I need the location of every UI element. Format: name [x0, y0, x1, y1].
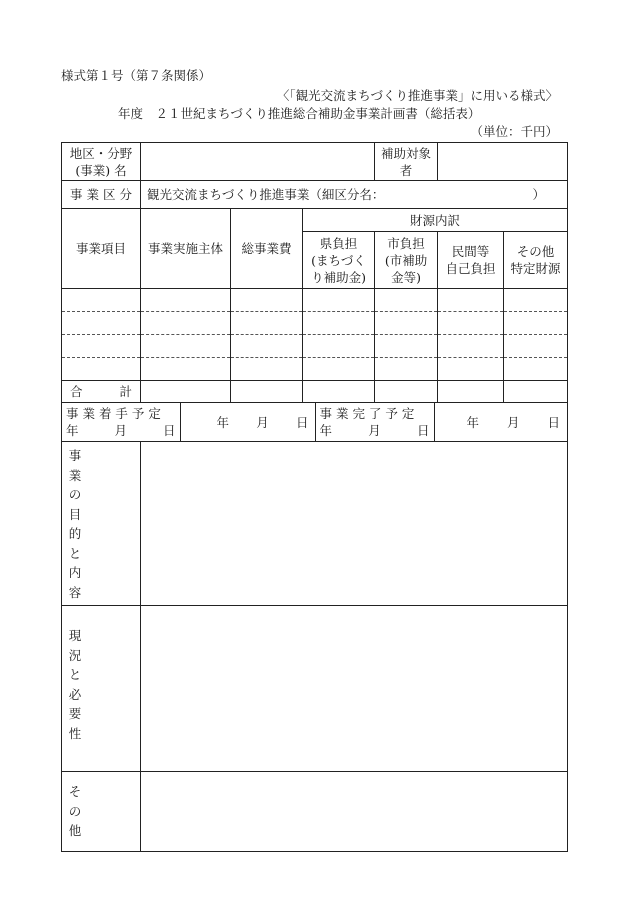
- header-city-share: 市負担 (市補助 金等): [375, 232, 438, 289]
- necessity-field[interactable]: [141, 606, 568, 772]
- other-vertical-text: [62, 782, 88, 841]
- category-field[interactable]: [141, 181, 568, 209]
- necessity-label-char: と: [68, 667, 82, 682]
- table-row: [62, 358, 568, 381]
- purpose-label-char: の: [68, 487, 82, 502]
- header-item: 事業項目: [62, 209, 141, 289]
- purpose-label-char: 的: [68, 526, 82, 541]
- end-date-label: 事 業 完 了 予 定 年 月 日: [315, 403, 434, 441]
- other-label-char: 他: [68, 823, 82, 839]
- necessity-label-char: 況: [68, 647, 82, 663]
- header-total-cost: 総事業費: [231, 209, 303, 289]
- header-implementer: 事業実施主体: [141, 209, 231, 289]
- region-field[interactable]: [141, 143, 375, 181]
- region-label: 地区・分野 (事業) 名: [62, 143, 141, 181]
- necessity-label-char: 必: [68, 686, 82, 702]
- category-label: 事 業 区 分: [62, 181, 141, 209]
- header-prefecture-share: 県負担 (まちづく り補助金): [303, 232, 375, 289]
- purpose-label-char: 事: [68, 448, 82, 463]
- total-label: 合 計: [62, 381, 141, 403]
- category-value: 観光交流まちづくり推進事業（細区分名：: [147, 187, 385, 202]
- end-date-field[interactable]: 年 月 日: [434, 403, 568, 441]
- purpose-label-char: 業: [68, 467, 82, 483]
- table-row: [62, 335, 568, 358]
- purpose-label-char: と: [68, 545, 82, 561]
- usage-note: 〈「観光交流まちづくり推進事業」に用いる様式〉: [276, 88, 558, 103]
- start-date-label: 事 業 着 手 予 定 年 月 日: [62, 403, 180, 441]
- table-row: [62, 289, 568, 312]
- document-title: 年度 ２１世紀まちづくり推進総合補助金事業計画書（総括表）: [118, 106, 481, 121]
- other-label: [62, 772, 141, 852]
- other-field[interactable]: [141, 772, 568, 852]
- header-funding-breakdown: 財源内訳: [303, 209, 568, 232]
- schedule-row: [62, 403, 568, 442]
- category-close: ）: [532, 187, 546, 202]
- form-number: 様式第１号（第７条関係）: [61, 68, 212, 83]
- necessity-vertical-text: [62, 626, 88, 743]
- purpose-label-char: 目: [68, 506, 82, 522]
- other-label-char: そ: [68, 784, 82, 800]
- start-date-field[interactable]: 年 月 日: [180, 403, 315, 441]
- purpose-label-char: 内: [68, 565, 82, 580]
- necessity-label-char: 要: [68, 706, 82, 721]
- necessity-label-char: 性: [68, 725, 82, 741]
- header-other-funding: その他 特定財源: [504, 232, 568, 289]
- purpose-field[interactable]: [141, 442, 568, 606]
- other-label-char: の: [68, 803, 82, 819]
- purpose-label-char: 容: [68, 584, 82, 600]
- necessity-label: [62, 606, 141, 772]
- header-private-share: 民間等 自己負担: [438, 232, 504, 289]
- subsidy-target-label: 補助対象者: [375, 143, 438, 181]
- plan-summary-table: [61, 142, 568, 852]
- unit-note: （単位：千円）: [470, 124, 558, 139]
- total-row: [62, 381, 568, 403]
- table-row: [62, 312, 568, 335]
- subsidy-target-field[interactable]: [438, 143, 568, 181]
- necessity-label-char: 現: [68, 628, 82, 643]
- purpose-vertical-text: [62, 446, 88, 602]
- purpose-label: [62, 442, 141, 606]
